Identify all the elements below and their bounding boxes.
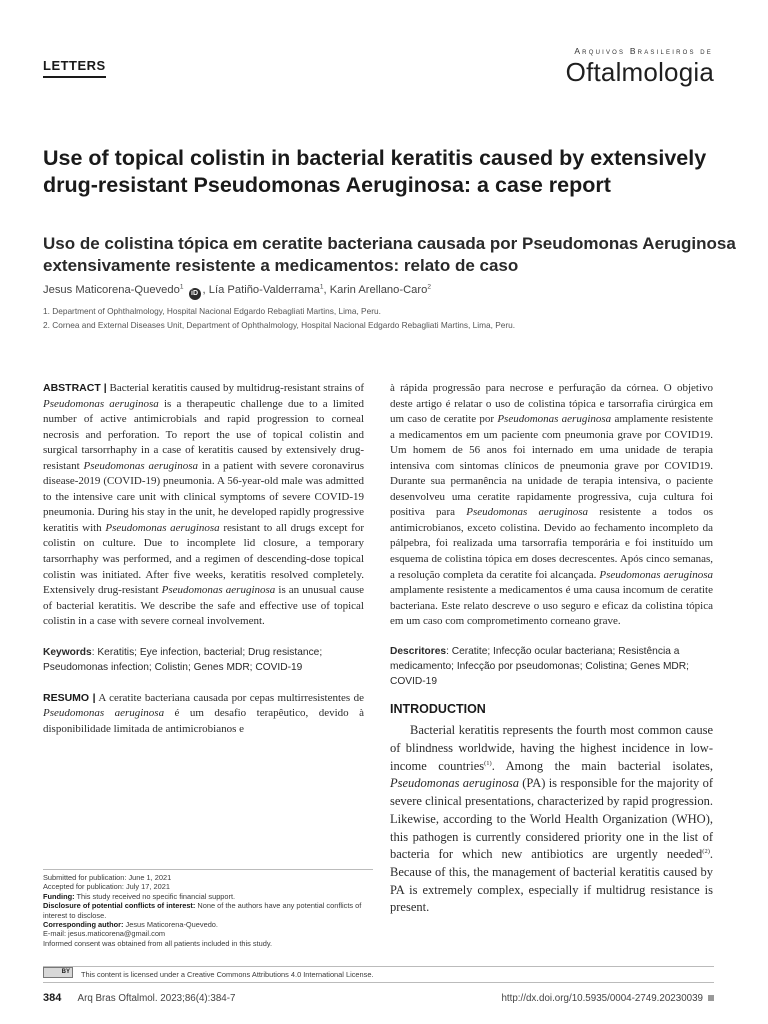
orcid-icon[interactable]: iD (189, 288, 201, 300)
intro-text: . Among the main bacterial isolates, (491, 758, 713, 773)
resumo-text: resistente a todos os antimicrobianos, exceto colistina. Devido ao fechamento incompleto da pálpebra, foi realizada uma tarsorrafia temporária e foi instituído um esquema de colistina tópica em doses decrescentes. Após cinco semanas, a resolução completa da ceratite foi alcançada. (390, 506, 714, 581)
affiliation: 2. Cornea and External Diseases Unit, Department of Ophthalmology, Hospital Nacional Edgardo Rebagliati Martins, Lima, Peru. (43, 320, 516, 330)
page-footer (43, 992, 714, 1004)
resumo-text: é um desafio terapêutico, devido à disponibilidade limitada de antimicrobianos e (43, 707, 364, 735)
author-affil-sup: 2 (427, 283, 431, 291)
introduction-heading: INTRODUCTION (390, 701, 486, 716)
author-email[interactable]: E-mail: jesus.maticorena@gmail.com (43, 929, 166, 939)
citation-ref[interactable]: (2) (702, 848, 710, 856)
creative-commons-icon[interactable] (43, 967, 73, 978)
species-name: Pseudomonas aeruginosa (497, 413, 612, 426)
section-label: LETTERS (43, 58, 106, 78)
author-name[interactable]: Jesus Maticorena-Quevedo (43, 284, 180, 296)
corresponding-text: Jesus Maticorena-Quevedo. (123, 920, 218, 930)
disclosure-label: Disclosure of potential conflicts of interest: (43, 901, 196, 911)
intro-text: . Because of this, the management of bacterial keratitis caused by PA is extremely complex, especially if multidrug resistance is present. (390, 847, 713, 915)
resumo-text: amplamente resistente a medicamentos é uma causa incomum de ceratite bacteriana. Este relato descreve o uso seguro e eficaz da colistina tópica em um caso com comprometimento corneano grave. (390, 584, 713, 628)
author-list (43, 284, 743, 300)
resumo-continued (390, 381, 713, 630)
species-name: Pseudomonas aeruginosa (390, 776, 519, 791)
descritores-text: : Ceratite; Infecção ocular bacteriana; Resistência a medicamento; Infecção por pseudomonas; Colistina; Genes MDR; COVID-19 (390, 645, 689, 687)
species-name: Pseudomonas aeruginosa (466, 506, 589, 519)
disclosure-text: None of the authors have any potential conflicts of interest to disclose. (43, 901, 362, 920)
resumo-text: à rápida progressão para necrose e perfuração da córnea. O objetivo deste artigo é relatar o uso de colistina tópica e tarsorrafia cirúrgica em um caso de ceratite por (390, 382, 713, 426)
resumo-text: A ceratite bacteriana causada por cepas multirresistentes de (95, 691, 364, 704)
resumo-paragraph (43, 691, 364, 738)
intro-text: (PA) is responsible for the majority of severe clinical presentations, characterized by rapid progression. Likewise, according to the World Health Organization (WHO), this pathogen is currently considered priority one in the list of bacteria for which new antibiotics are urgently needed (390, 776, 713, 862)
abstract-label: ABSTRACT | (43, 382, 107, 394)
species-name: Pseudomonas aeruginosa (105, 521, 220, 534)
abstract-text: Bacterial keratitis caused by multidrug-resistant strains of (106, 382, 364, 394)
submitted-date: Submitted for publication: June 1, 2021 (43, 873, 172, 882)
page-number: 384 (43, 992, 62, 1004)
intro-text: Bacterial keratitis represents the fourth most common cause of blindness worldwide, having the highest incidence in low-income countries (390, 723, 713, 773)
doi-link[interactable]: http://dx.doi.org/10.5935/0004-2749.20230039 (501, 993, 703, 1004)
abstract-text: in a patient with severe coronavirus disease-2019 (COVID-19) pneumonia. A 56-year-old male was admitted to the intensive care unit with clinical symptoms of severe COVID-19 pneumonia. During his stay in the unit, he developed rapidly progressive keratitis with (43, 459, 364, 534)
abstract-text: is an unusual cause of bacterial keratitis. We describe the safe and effective use of topical colistin in a case with severe corneal involvement. (43, 584, 365, 628)
affiliation: 1. Department of Ophthalmology, Hospital Nacional Edgardo Rebagliati Martins, Lima, Peru. (43, 306, 381, 316)
species-name: Pseudomonas aeruginosa (43, 397, 159, 410)
descritores-label: Descritores (390, 645, 447, 657)
introduction-paragraph (390, 722, 713, 917)
author-affil-sup: 1 (319, 283, 324, 291)
cc-badge-label: BY (61, 969, 70, 975)
right-column (390, 381, 713, 917)
consent-note: Informed consent was obtained from all patients included in this study. (43, 938, 273, 948)
article-title: Use of topical colistin in bacterial keratitis caused by extensively drug-resistant Pseudomonas Aeruginosa: a case report (43, 146, 707, 197)
resumo-label: RESUMO | (43, 691, 96, 704)
journal-supertitle: Arquivos Brasileiros de (574, 46, 713, 56)
license-text: This content is licensed under a Creative Commons Attributions 4.0 International License. (81, 970, 374, 979)
funding-note (43, 892, 373, 901)
corresponding-label: Corresponding author: (43, 920, 124, 930)
article-subtitle: Uso de colistina tópica em ceratite bacteriana causada por Pseudomonas Aeruginosa extensivamente resistente a medicamentos: relato de caso (43, 234, 736, 275)
license-bar (43, 966, 714, 983)
species-name: Pseudomonas aeruginosa (599, 568, 713, 581)
species-name: Pseudomonas aeruginosa (161, 584, 276, 597)
author-affil-sup: 1 (179, 283, 184, 291)
journal-title: Oftalmologia (565, 57, 714, 87)
abstract-paragraph (43, 381, 364, 630)
disclosure-note (43, 901, 373, 920)
author-name[interactable]: , Karin Arellano-Caro (323, 284, 428, 296)
descritores (390, 644, 713, 689)
corresponding-author (43, 920, 373, 929)
funding-label: Funding: (43, 891, 75, 901)
left-column (43, 381, 364, 737)
square-icon (708, 995, 714, 1001)
species-name: Pseudomonas aeruginosa (43, 707, 165, 720)
article-notes (43, 869, 373, 948)
keywords-label: Keywords (43, 646, 92, 658)
funding-text: This study received no specific financial support. (74, 891, 236, 901)
abstract-text: is a therapeutic challenge due to a limited number of active antimicrobials and rapid progression to corneal necrosis and perforation. To report the use of topical colistin and surgical tarsorrhaphy in a case of keratitis caused by extensively drug-resistant (43, 397, 364, 472)
doi-link-container (501, 993, 714, 1004)
resumo-text: amplamente resistente a medicamentos em um paciente com pneumonia grave por COVID19. Um homem de 56 anos foi internado em uma unidade de terapia intensiva com sintomas clínicos de pneumonia grave por COVID19. Durante sua permanência na unidade de terapia intensiva, o paciente desenvolveu uma ceratite rapidamente progressiva, cuja cultura foi positiva para (390, 413, 714, 519)
abstract-text: resistant to all drugs except for colistin on culture. Due to incomplete lid closure, a temporary tarsorrhaphy was performed, and a regimen of descending-dose topical colistin was initiated. After five weeks, keratitis resolved completely. Extensively drug-resistant (43, 521, 364, 597)
keywords-text: : Keratitis; Eye infection, bacterial; Drug resistance; Pseudomonas infection; Colistin; Genes MDR; COVID-19 (43, 646, 323, 673)
species-name: Pseudomonas aeruginosa (83, 459, 198, 472)
author-name[interactable]: , Lía Patiño-Valderrama (202, 284, 320, 296)
keywords (43, 645, 364, 675)
accepted-date: Accepted for publication: July 17, 2021 (43, 882, 170, 892)
journal-citation: Arq Bras Oftalmol. 2023;86(4):384-7 (77, 993, 236, 1004)
citation-ref[interactable]: (1) (484, 759, 492, 767)
